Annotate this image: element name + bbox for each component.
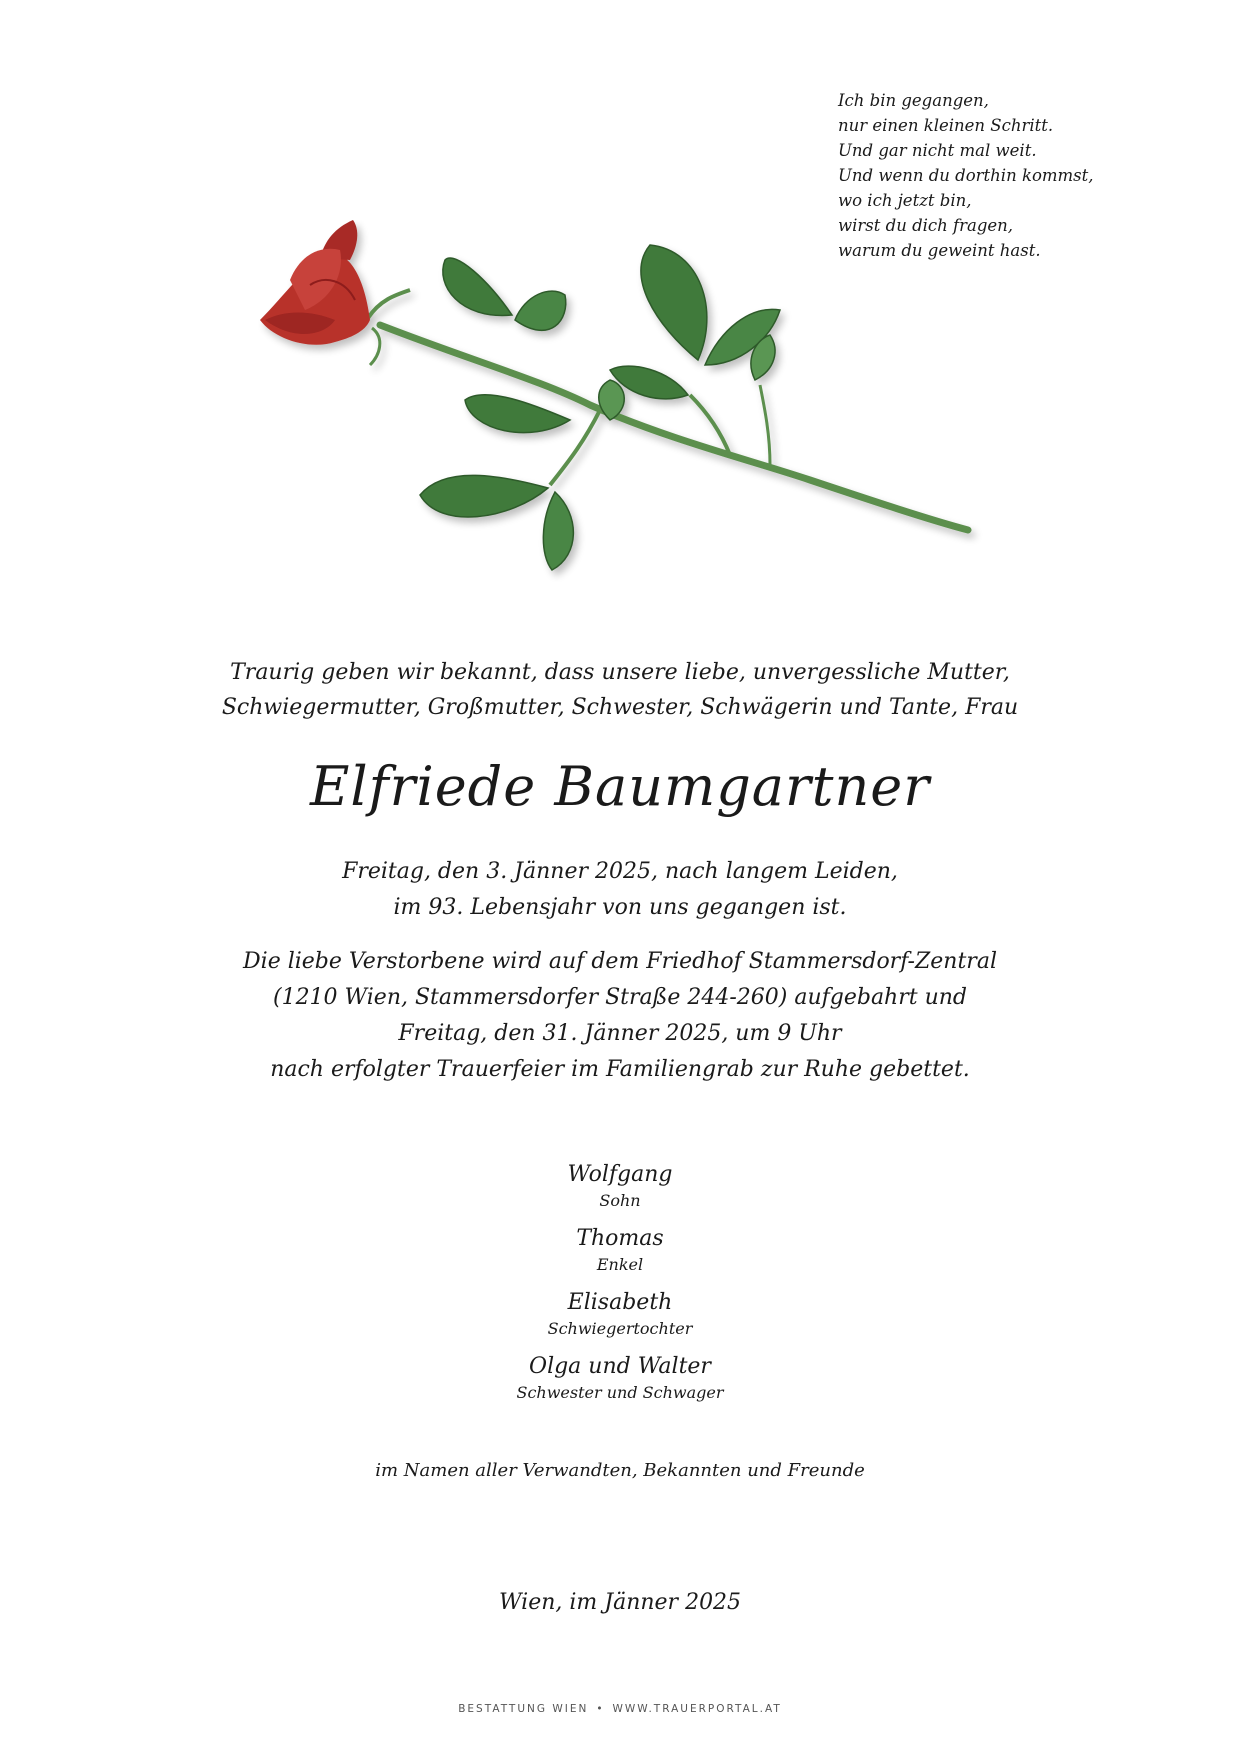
mourner: [0, 1288, 1240, 1340]
mourner-relation: Schwiegertochter: [547, 1319, 693, 1338]
leaf: [641, 245, 707, 360]
mourner: [0, 1224, 1240, 1276]
place-date: Wien, im Jänner 2025: [498, 1590, 742, 1615]
footer: [0, 1703, 1240, 1715]
on-behalf-line: im Namen aller Verwandten, Bekannten und Freunde: [375, 1460, 865, 1481]
mourner-relation: Schwester und Schwager: [516, 1383, 724, 1402]
poem-line: warum du geweint hast.: [838, 241, 1041, 260]
poem-line: Und wenn du dorthin kommst,: [838, 166, 1094, 185]
death-info: [0, 854, 1240, 926]
footer-left: BESTATTUNG WIEN: [458, 1703, 589, 1715]
death-line: im 93. Lebensjahr von uns gegangen ist.: [393, 895, 847, 920]
mourner-relation: Enkel: [596, 1255, 644, 1274]
rose-image: [250, 220, 1010, 600]
intro-line: Traurig geben wir bekannt, dass unsere liebe, unvergessliche Mutter,: [230, 660, 1010, 685]
burial-line: Die liebe Verstorbene wird auf dem Friedhof Stammersdorf-Zentral: [243, 949, 997, 974]
burial-line: (1210 Wien, Stammersdorfer Straße 244-260) aufgebahrt und: [272, 985, 967, 1010]
poem-line: wirst du dich fragen,: [838, 216, 1014, 235]
poem-line: Ich bin gegangen,: [838, 91, 989, 110]
leaf: [420, 475, 548, 517]
mourner-name: Thomas: [576, 1226, 664, 1251]
leaf: [465, 395, 570, 433]
footer-separator: •: [596, 1703, 605, 1715]
footer-website-link[interactable]: WWW.TRAUERPORTAL.AT: [612, 1703, 782, 1715]
mourners-list: [0, 1160, 1240, 1416]
mourner: [0, 1160, 1240, 1212]
burial-line: nach erfolgter Trauerfeier im Familiengrab zur Ruhe gebettet.: [270, 1057, 970, 1082]
mourner: [0, 1352, 1240, 1404]
poem-line: nur einen kleinen Schritt.: [838, 116, 1054, 135]
leaf: [443, 258, 512, 315]
mourner-name: Olga und Walter: [529, 1354, 711, 1379]
poem-line: Und gar nicht mal weit.: [838, 141, 1037, 160]
mourner-relation: Sohn: [599, 1191, 641, 1210]
announcement-intro: [0, 655, 1240, 725]
intro-line: Schwiegermutter, Großmutter, Schwester, Schwägerin und Tante, Frau: [221, 695, 1019, 720]
poem-line: wo ich jetzt bin,: [838, 191, 972, 210]
death-line: Freitag, den 3. Jänner 2025, nach langem Leiden,: [342, 859, 898, 884]
burial-line: Freitag, den 31. Jänner 2025, um 9 Uhr: [398, 1021, 842, 1046]
mourner-name: Elisabeth: [567, 1290, 673, 1315]
burial-info: [0, 944, 1240, 1088]
leaf: [515, 291, 566, 330]
leaf: [543, 492, 573, 570]
deceased-name: Elfriede Baumgartner: [309, 755, 931, 818]
mourner-name: Wolfgang: [567, 1162, 673, 1187]
